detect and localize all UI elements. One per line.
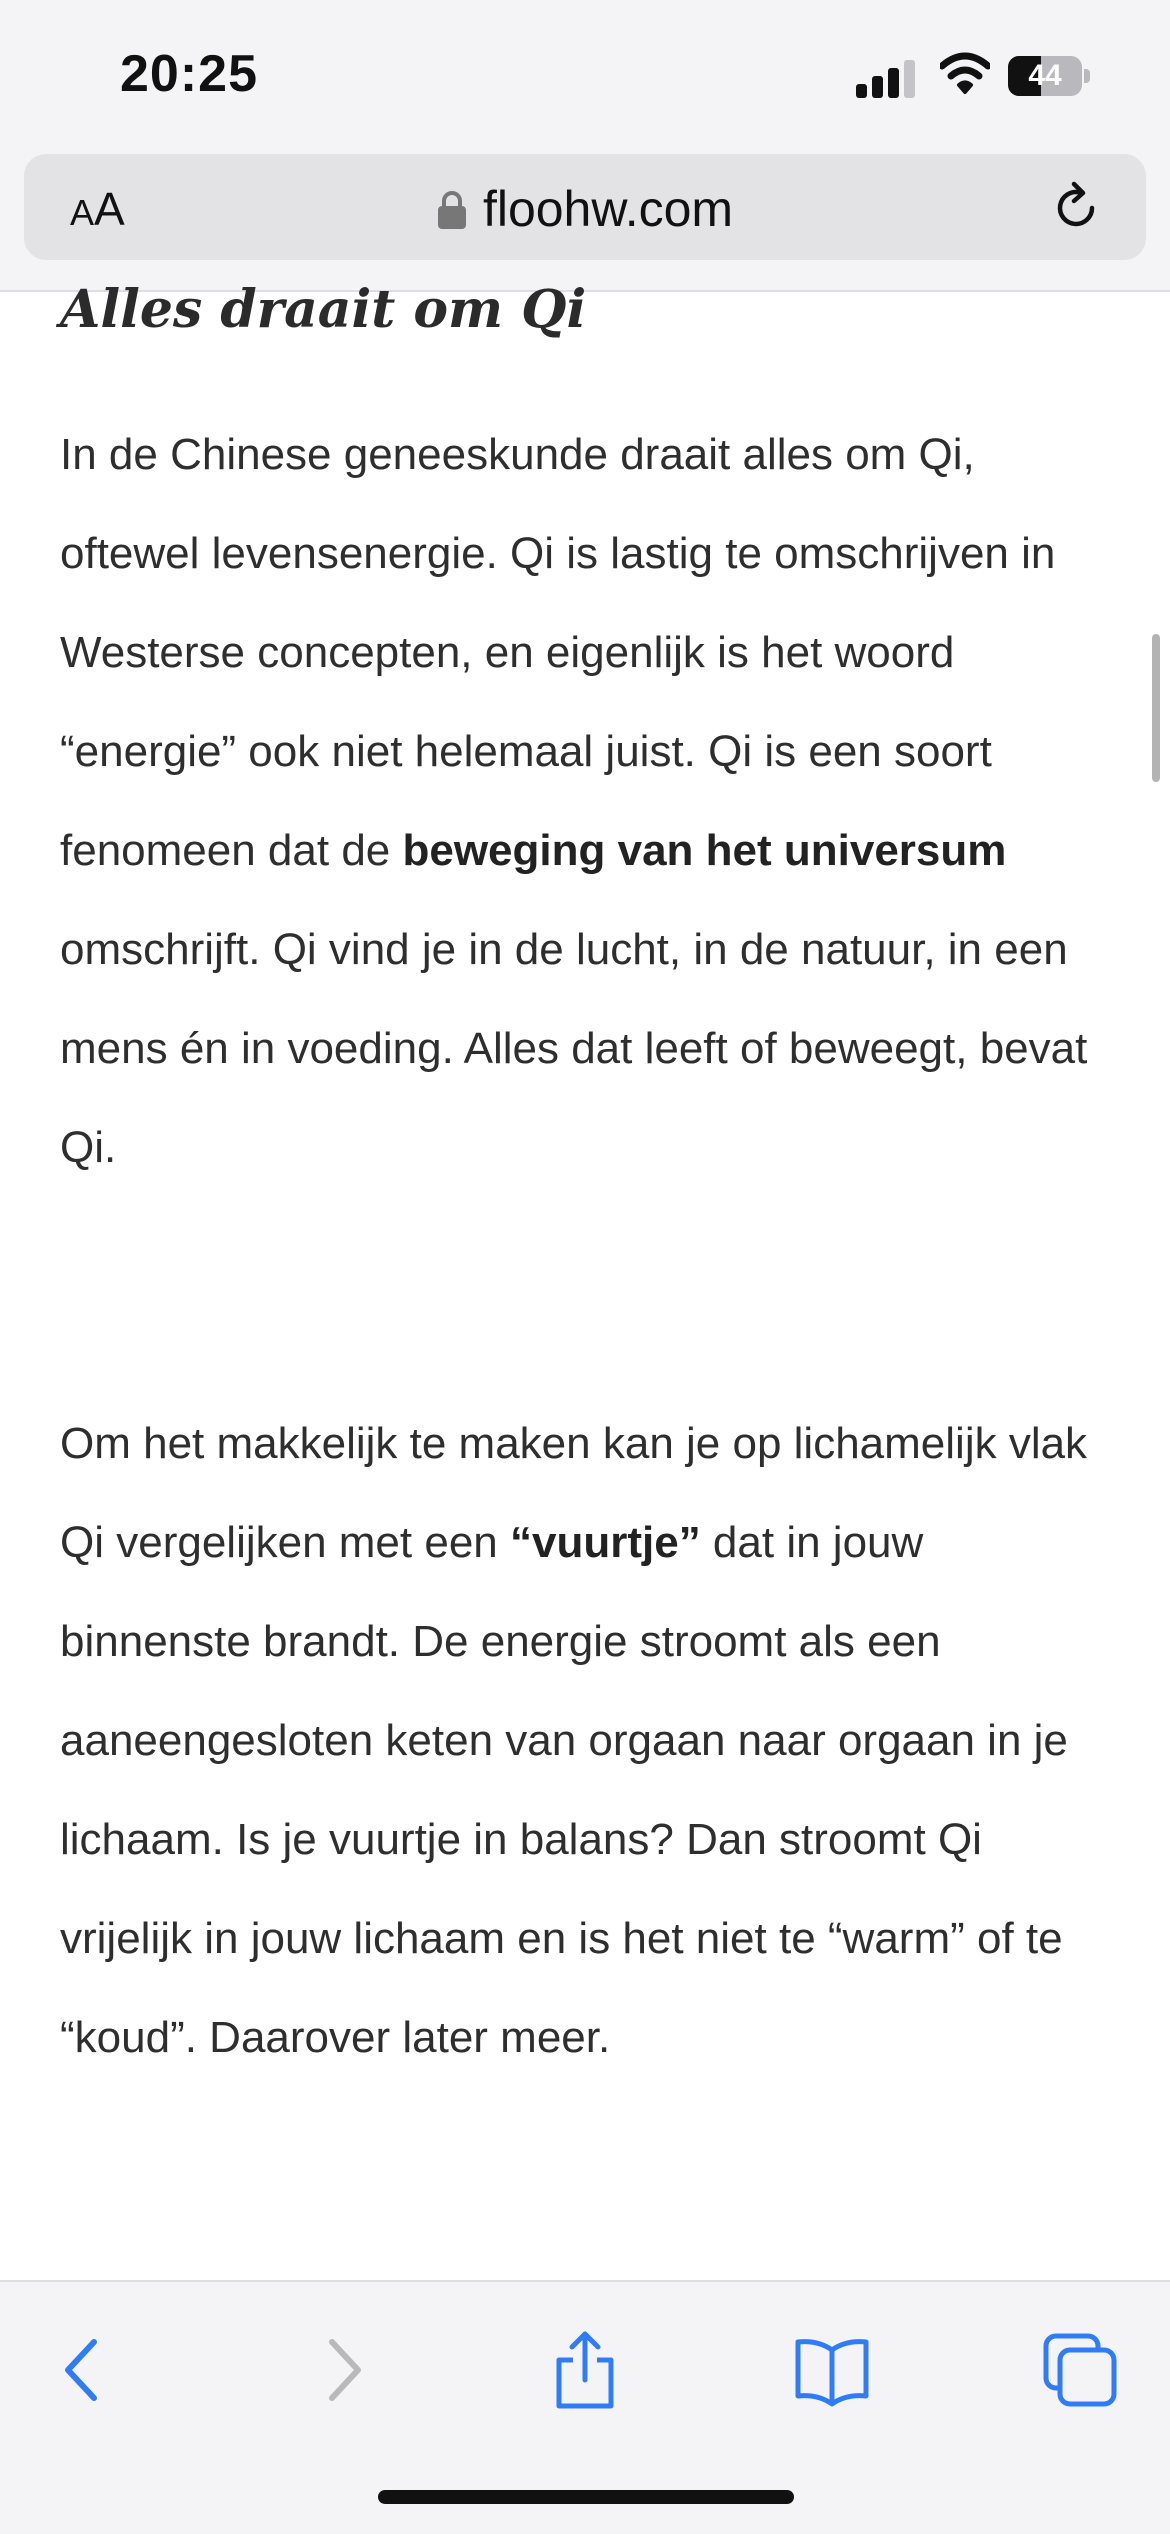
battery-icon: [1008, 56, 1090, 96]
tabs-icon[interactable]: [1040, 2330, 1120, 2410]
scrollbar[interactable]: [1152, 634, 1160, 782]
share-icon[interactable]: [545, 2330, 625, 2410]
bookmarks-icon[interactable]: [792, 2330, 872, 2410]
wifi-icon: [940, 52, 990, 96]
back-icon[interactable]: [46, 2330, 126, 2410]
address-bar[interactable]: [24, 154, 1146, 260]
battery-percent: 44: [1028, 59, 1062, 92]
lock-icon: [437, 190, 467, 230]
url-field[interactable]: [24, 180, 1146, 238]
article-paragraph: In de Chinese geneeskunde draait alles om Qi, oftewel levensenergie. Qi is lastig te omschrijven in Westerse concepten, en eigenlijk is het woord “energie” ook niet helemaal juist. Qi is een soort fenomeen dat de beweging van het universum omschrijft. Qi vind je in de lucht, in de natuur, in een mens én in voeding. Alles dat leeft of beweegt, bevat Qi.: [60, 430, 1088, 1172]
browser-address-area: [0, 150, 1170, 292]
status-time: 20:25: [120, 45, 258, 103]
home-indicator[interactable]: [378, 2490, 794, 2504]
reload-icon[interactable]: [1048, 180, 1104, 236]
status-bar: [0, 0, 1170, 150]
signal-icon: [856, 58, 916, 98]
text-size-button[interactable]: AA: [70, 183, 125, 235]
bold-phrase: “vuurtje”: [510, 1518, 701, 1567]
forward-icon[interactable]: [300, 2330, 380, 2410]
section-heading: Alles draait om Qi: [60, 279, 587, 340]
url-text: floohw.com: [482, 181, 734, 237]
article-content: [60, 279, 1110, 2062]
article-paragraph: Om het makkelijk te maken kan je op lichamelijk vlak Qi vergelijken met een “vuurtje” dat in jouw binnenste brandt. De energie stroomt als een aaneengesloten keten van orgaan naar orgaan in je lichaam. Is je vuurtje in balans? Dan stroomt Qi vrijelijk in jouw lichaam en is het niet te “warm” of te “koud”. Daarover later meer.: [60, 1419, 1088, 2062]
bold-phrase: beweging van het universum: [402, 826, 1007, 875]
